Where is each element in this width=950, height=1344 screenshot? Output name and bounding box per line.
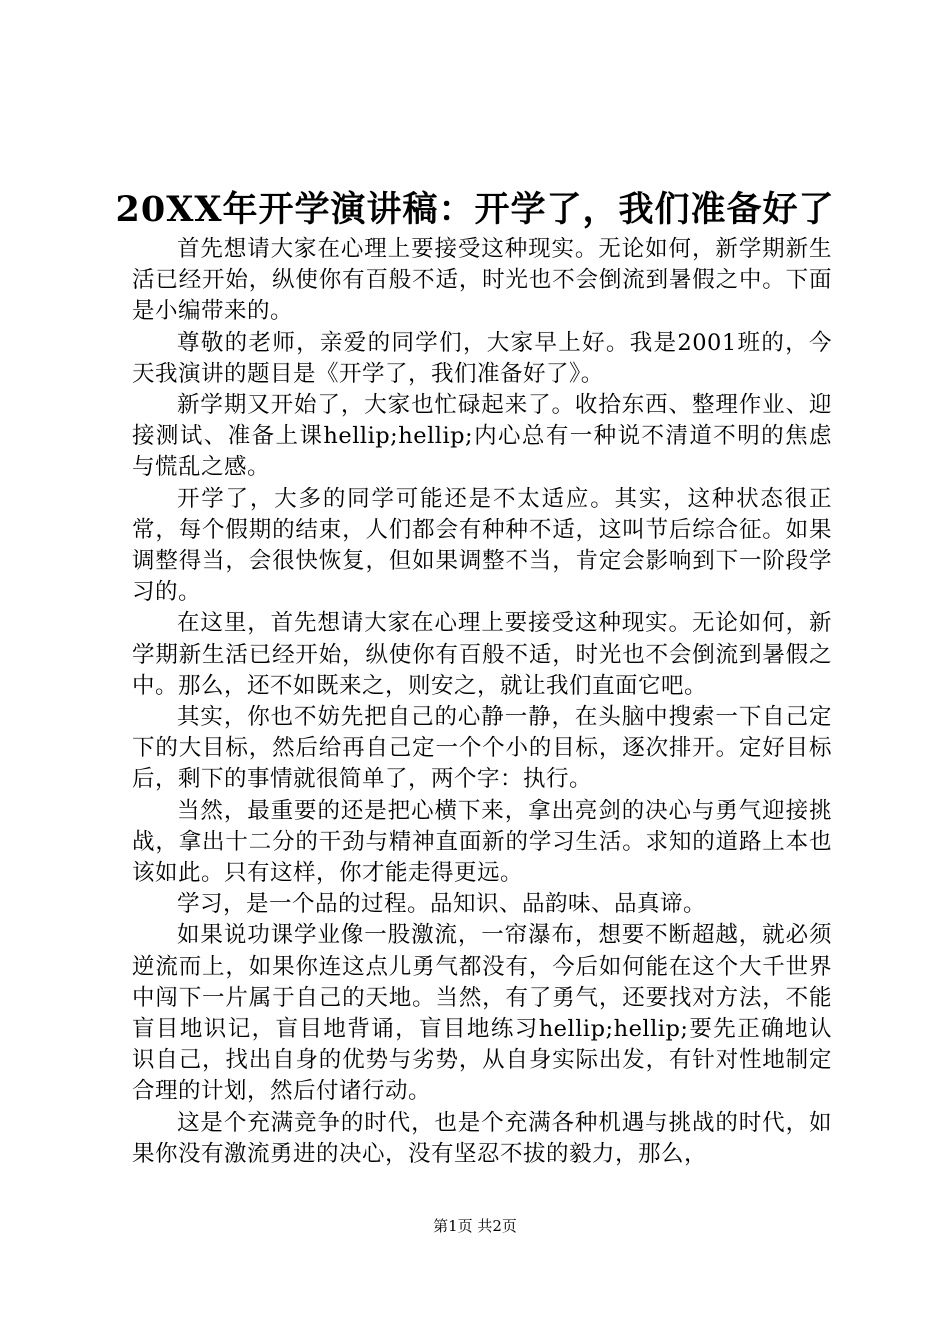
paragraph: 这是个充满竞争的时代，也是个充满各种机遇与挑战的时代，如果你没有激流勇进的决心，没有坚忍不拔的毅力，那么，	[132, 1109, 832, 1167]
document-body	[132, 234, 832, 1170]
paragraph: 开学了，大多的同学可能还是不太适应。其实，这种状态很正常，每个假期的结束，人们都会有种种不适，这叫节后综合征。如果调整得当，会很快恢复，但如果调整不当，肯定会影响到下一阶段学习的。	[132, 485, 832, 606]
document-title: 20XX年开学演讲稿：开学了，我们准备好了	[115, 189, 835, 230]
paragraph: 学习，是一个品的过程。品知识、品韵味、品真谛。	[177, 891, 707, 918]
page-number-footer: 第1页 共2页	[433, 1217, 517, 1235]
paragraph: 如果说功课学业像一股激流，一帘瀑布，想要不断超越，就必须逆流而上，如果你连这点儿勇气都没有，今后如何能在这个大千世界中闯下一片属于自己的天地。当然，有了勇气，还要找对方法，不能盲目地识记，盲目地背诵，盲目地练习hellip;hellip;要先正确地认识自己，找出自身的优势与劣势，从自身实际出发，有针对性地制定合理的计划，然后付诸行动。	[132, 922, 832, 1105]
paragraph: 在这里，首先想请大家在心理上要接受这种现实。无论如何，新学期新生活已经开始，纵使你有百般不适，时光也不会倒流到暑假之中。那么，还不如既来之，则安之，就让我们直面它吧。	[132, 610, 832, 699]
paragraph: 新学期又开始了，大家也忙碌起来了。收拾东西、整理作业、迎接测试、准备上课hellip;hellip;内心总有一种说不清道不明的焦虑与慌乱之感。	[132, 392, 832, 481]
paragraph: 其实，你也不妨先把自己的心静一静，在头脑中搜索一下自己定下的大目标，然后给再自己定一个个小的目标，逐次排开。定好目标后，剩下的事情就很简单了，两个字：执行。	[132, 704, 832, 793]
paragraph: 首先想请大家在心理上要接受这种现实。无论如何，新学期新生活已经开始，纵使你有百般不适，时光也不会倒流到暑假之中。下面是小编带来的。	[132, 236, 832, 325]
paragraph: 尊敬的老师，亲爱的同学们，大家早上好。我是2001班的，今天我演讲的题目是《开学了，我们准备好了》。	[132, 329, 832, 387]
paragraph: 当然，最重要的还是把心横下来，拿出亮剑的决心与勇气迎接挑战，拿出十二分的干劲与精神直面新的学习生活。求知的道路上本也该如此。只有这样，你才能走得更远。	[132, 797, 832, 887]
